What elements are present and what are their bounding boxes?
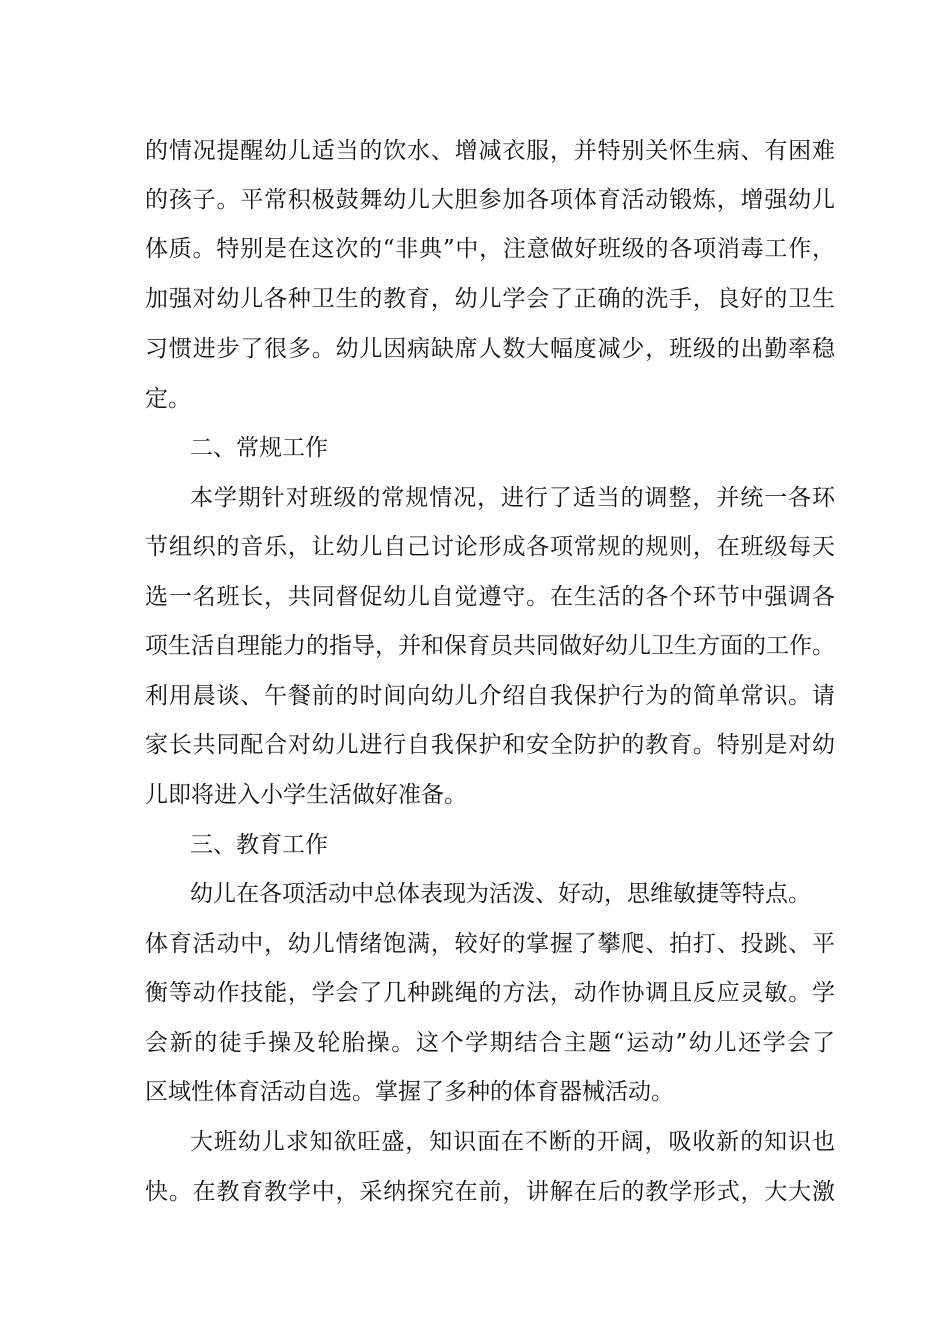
body-text-line: 衡等动作技能，学会了几种跳绳的方法，动作协调且反应灵敏。学 <box>145 980 835 1006</box>
section-heading: 三、教育工作 <box>190 832 328 858</box>
body-text-line: 家长共同配合对幼儿进行自我保护和安全防护的教育。特别是对幼 <box>145 732 835 758</box>
body-text-line: 习惯进步了很多。幼儿因病缺席人数大幅度减少，班级的出勤率稳 <box>145 336 835 362</box>
body-text-line: 体育活动中，幼儿情绪饱满，较好的掌握了攀爬、拍打、投跳、平 <box>145 931 835 957</box>
body-text-line: 利用晨谈、午餐前的时间向幼儿介绍自我保护行为的简单常识。请 <box>145 683 835 709</box>
body-text-line: 区域性体育活动自选。掌握了多种的体育器械活动。 <box>145 1079 674 1105</box>
body-text-line: 项生活自理能力的指导，并和保育员共同做好幼儿卫生方面的工作。 <box>145 633 835 659</box>
body-text-line: 幼儿在各项活动中总体表现为活泼、好动，思维敏捷等特点。 <box>190 881 811 907</box>
section-heading: 二、常规工作 <box>190 435 328 461</box>
body-text-line: 快。在教育教学中，采纳探究在前，讲解在后的教学形式，大大激 <box>145 1179 835 1205</box>
body-text-line: 会新的徒手操及轮胎操。这个学期结合主题“运动”幼儿还学会了 <box>145 1030 835 1056</box>
body-text-line: 大班幼儿求知欲旺盛，知识面在不断的开阔，吸收新的知识也 <box>190 1129 835 1155</box>
body-text-line: 定。 <box>145 386 191 412</box>
body-text-line: 节组织的音乐，让幼儿自己讨论形成各项常规的规则，在班级每天 <box>145 534 835 560</box>
body-text-line: 本学期针对班级的常规情况，进行了适当的调整，并统一各环 <box>190 485 835 511</box>
body-text-line: 加强对幼儿各种卫生的教育，幼儿学会了正确的洗手，良好的卫生 <box>145 286 835 312</box>
body-text-line: 的情况提醒幼儿适当的饮水、增减衣服，并特别关怀生病、有困难 <box>145 138 835 164</box>
body-text-line: 选一名班长，共同督促幼儿自觉遵守。在生活的各个环节中强调各 <box>145 584 835 610</box>
body-text-line: 儿即将进入小学生活做好准备。 <box>145 782 467 808</box>
body-text-line: 体质。特别是在这次的“非典”中，注意做好班级的各项消毒工作， <box>145 236 835 262</box>
body-text-line: 的孩子。平常积极鼓舞幼儿大胆参加各项体育活动锻炼，增强幼儿 <box>145 187 835 213</box>
